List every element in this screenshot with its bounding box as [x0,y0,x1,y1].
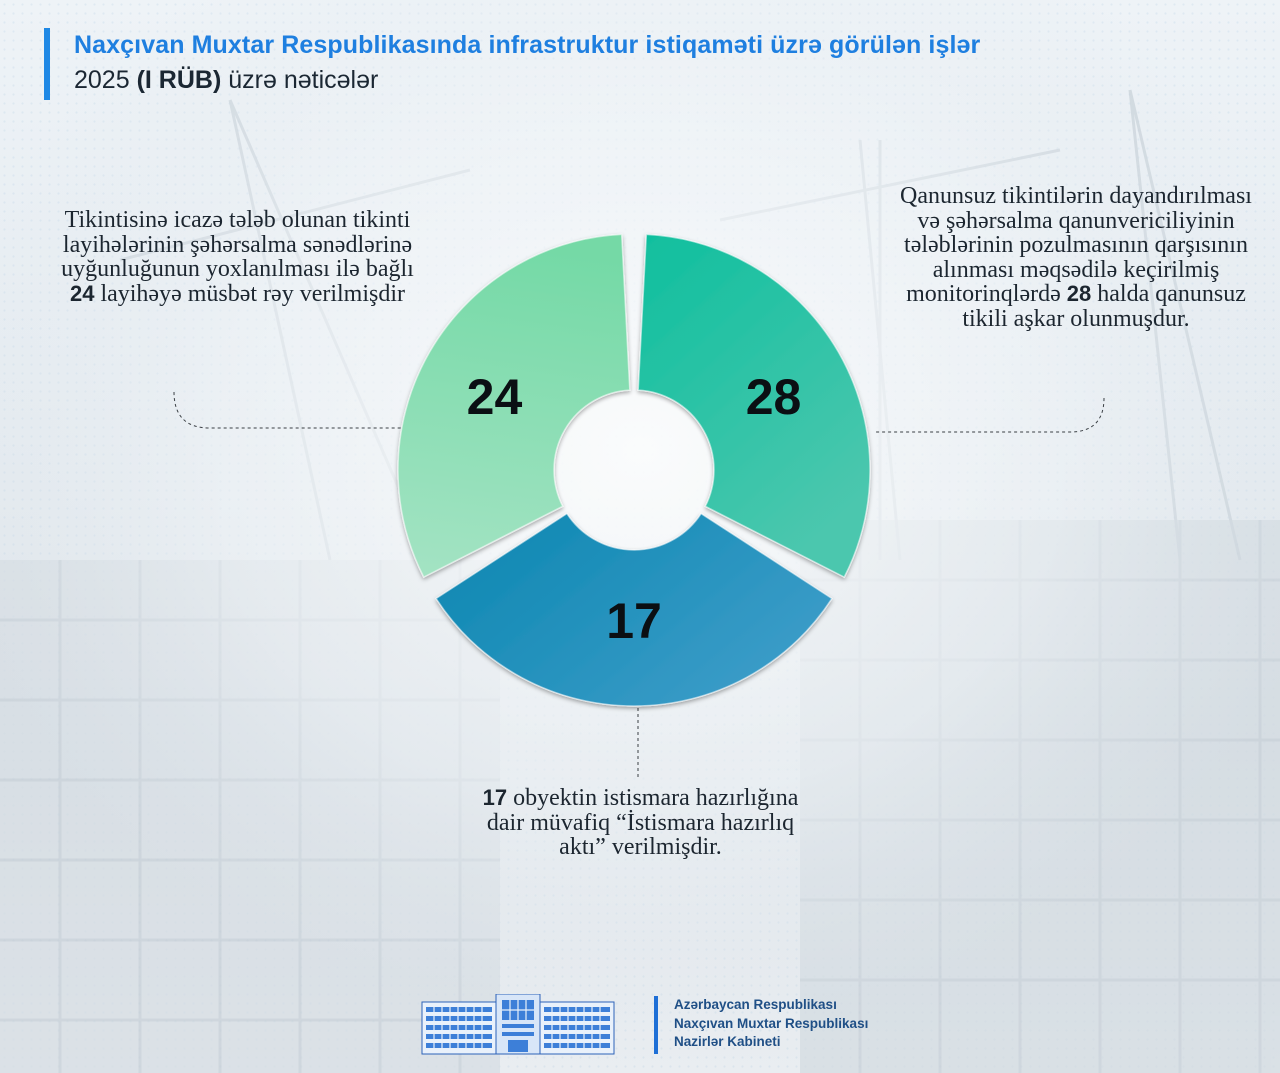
note-left-pre: Tikintisinə icazə tələb olunan tikinti layihələrinin şəhərsalma sənədlərinə uyğunluğunun yoxlanılması ilə bağlı [61,207,414,282]
note-right [886,184,1266,331]
note-right-post: halda qanunsuz tikili aşkar olunmuşdur. [962,281,1246,332]
footer-line-1: Azərbaycan Respublikası [674,997,837,1012]
donut-label-17: 17 [606,593,662,649]
donut-label-28: 28 [745,368,802,425]
note-bottom [468,786,813,860]
note-bottom-post: obyektin istismara hazırlığına dair müvafiq “İstismara hazırlıq aktı” verilmişdir. [486,785,799,860]
footer-line-2: Naxçıvan Muxtar Respublikası [674,1015,869,1031]
note-bottom-number: 17 [482,785,508,810]
footer-line-3: Nazirlər Kabineti [674,1034,781,1049]
note-right-number: 28 [1066,281,1092,306]
page-title: Naxçıvan Muxtar Respublikasında infrastruktur istiqaməti üzrə görülən işlər [74,31,981,59]
note-right-pre: Qanunsuz tikintilərin dayandırılması və şəhərsalma qanunvericiliyinin tələblərinin pozulmasının qarşısının alınması məqsədilə keçirilmiş monitorinqlərdə [900,183,1252,307]
note-left [60,208,415,306]
note-left-post: layihəyə müsbət rəy verilmişdir [94,280,406,307]
footer-text [654,996,868,1054]
subtitle-period: (I RÜB) [136,66,222,94]
leader-line-left [174,392,404,428]
donut-hole [560,396,708,544]
note-left-number: 24 [69,280,95,306]
footer [420,994,890,1056]
leader-line-right [874,398,1104,432]
subtitle-year: 2025 [74,66,130,94]
donut-label-24: 24 [466,368,523,425]
building-logo-icon [420,994,616,1056]
subtitle-rest: üzrə nəticələr [228,66,379,94]
